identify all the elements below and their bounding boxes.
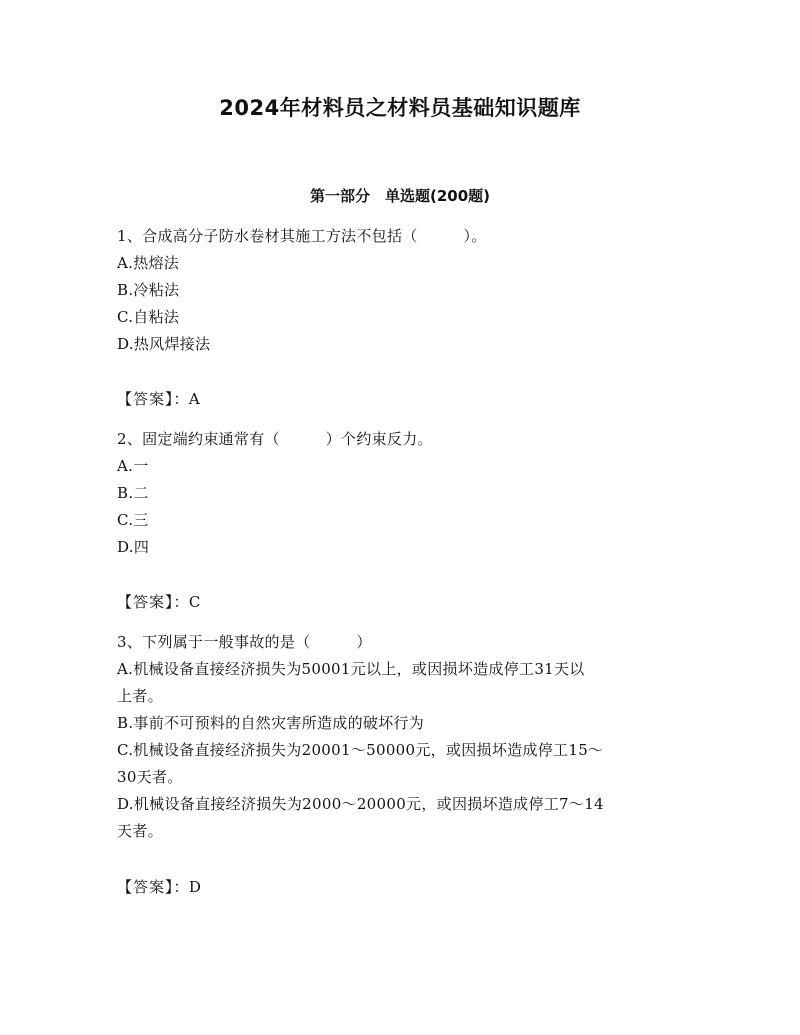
question-1-option-b: B.冷粘法: [117, 281, 180, 299]
question-3-option-a: A.机械设备直接经济损失为50001元以上，或因损坏造成停工31天以: [117, 660, 585, 678]
question-1-option-a: A.热熔法: [117, 254, 180, 272]
question-3-option-d-cont: 天者。: [117, 822, 163, 840]
question-3-stem: 3、下列属于一般事故的是（ ）: [117, 633, 372, 651]
answer-value: ：C: [173, 593, 201, 611]
answer-value: ：D: [173, 878, 202, 896]
question-2-answer: [117, 592, 201, 612]
question-1-answer: [117, 389, 200, 409]
question-3-option-c: C.机械设备直接经济损失为20001～50000元，或因损坏造成停工15～: [117, 741, 604, 759]
question-1-option-c: C.自粘法: [117, 308, 180, 326]
question-3-option-b: B.事前不可预料的自然灾害所造成的破坏行为: [117, 714, 425, 732]
answer-value: ：A: [173, 390, 200, 408]
question-2-option-a: A.一: [117, 457, 149, 475]
document-title: 2024年材料员之材料员基础知识题库: [219, 96, 581, 120]
question-2-stem: 2、固定端约束通常有（ ）个约束反力。: [117, 430, 433, 448]
question-3-option-d: D.机械设备直接经济损失为2000～20000元，或因损坏造成停工7～14: [117, 795, 604, 813]
question-1-option-d: D.热风焊接法: [117, 335, 211, 353]
answer-label: 【答案】: [117, 593, 174, 611]
answer-label: 【答案】: [117, 878, 174, 896]
question-2-option-d: D.四: [117, 538, 150, 556]
question-3-option-c-cont: 30天者。: [117, 768, 183, 786]
question-2-option-c: C.三: [117, 511, 149, 529]
question-3-option-a-cont: 上者。: [117, 687, 163, 705]
question-1-stem: 1、合成高分子防水卷材其施工方法不包括（ ）。: [117, 227, 487, 245]
question-2-option-b: B.二: [117, 484, 149, 502]
question-3-answer: [117, 877, 201, 897]
answer-label: 【答案】: [117, 390, 174, 408]
section-title: 第一部分 单选题(200题): [309, 187, 491, 205]
